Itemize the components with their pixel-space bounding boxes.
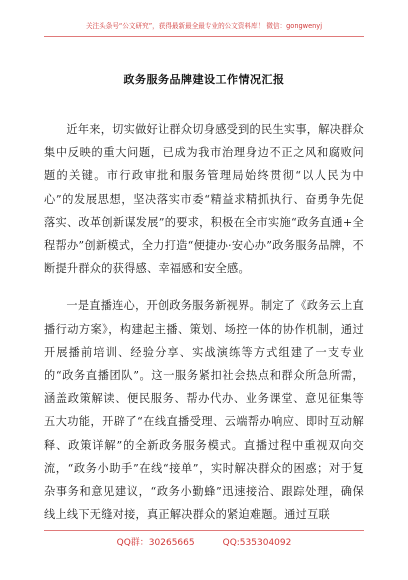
- footer-divider: [44, 530, 364, 531]
- document-title: 政务服务品牌建设工作情况汇报: [123, 73, 285, 86]
- document-body: [44, 118, 364, 540]
- page-footer: [0, 535, 408, 548]
- header-divider: [44, 36, 364, 37]
- footer-qq-number: QQ:535304092: [222, 538, 292, 548]
- page-header-banner: 关注头条号“公文研究”，获得最新最全最专业的公文资料库！ 微信：gongwenyj: [85, 22, 323, 30]
- paragraph-intro: 近年来，切实做好让群众切身感受到的民生实事，解决群众集中反映的重大问题，已成为我市治理身边不正之风和腐败问题的关键。市行政审批和服务管理局始终贯彻“以人民为中心”的发展思想，坚决落实市委“精益求精抓执行、奋勇争先促落实、改革创新谋发展”的要求，积极在全市实施“政务直通+全程帮办”创新模式，全力打造“便捷办·安心办”政务服务品牌，不断提升群众的获得感、幸福感和安全感。: [44, 123, 364, 276]
- paragraph-livestream: 一是直播连心，开创政务服务新视界。制定了《政务云上直播行动方案》，构建起主播、策划、场控一体的协作机制，通过开展播前培训、经验分享、实战演练等方式组建了一支专业的“政务直播团队”。这一服务紧扣社会热点和群众所急所需，涵盖政策解读、便民服务、帮办代办、业务课堂、意见征集等五大功能，开辟了“在线直播受理、云端帮办响应、即时互动解释、政策详解”的全新政务服务模式。直播过程中重视双向交流，“政务小助手”在线“接单”，实时解决群众的困惑；对于复杂事务和意见建议，“政务小勤蜂”迅速接洽、跟踪处理，确保线上线下无缝对接，真正解决群众的紧迫难题。通过互联: [44, 299, 364, 522]
- footer-qq-group: QQ群：30265665: [116, 538, 195, 548]
